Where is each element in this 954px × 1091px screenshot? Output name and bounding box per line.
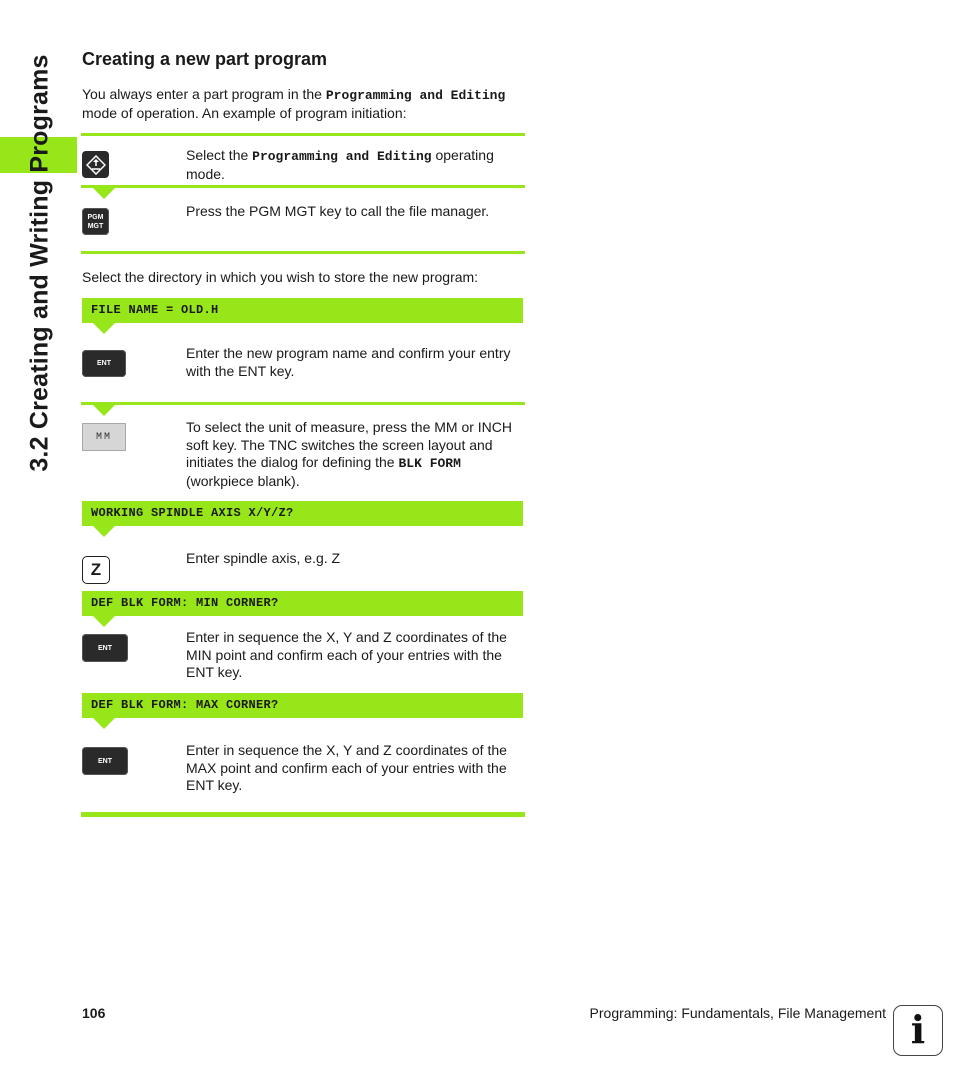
programming-mode-key[interactable] bbox=[82, 151, 109, 178]
divider bbox=[81, 133, 525, 136]
step-arrow bbox=[93, 188, 115, 199]
page-number: 106 bbox=[82, 1005, 106, 1021]
intro-paragraph: You always enter a part program in the Programming and Editing mode of operation. An example of program initiation: bbox=[82, 86, 506, 121]
dialog-spindle-axis: WORKING SPINDLE AXIS X/Y/Z? bbox=[82, 501, 523, 526]
info-icon: i bbox=[893, 1005, 943, 1056]
page-title: Creating a new part program bbox=[82, 49, 328, 69]
step-spindle-axis: Enter spindle axis, e.g. Z bbox=[186, 550, 341, 566]
section-title: 3.2 Creating and Writing Programs bbox=[25, 54, 54, 472]
z-axis-key[interactable]: Z bbox=[82, 556, 110, 584]
step-enter-name: Enter the new program name and confirm your entry with the ENT key. bbox=[186, 345, 511, 379]
ent-key[interactable]: ENT bbox=[82, 634, 128, 662]
edit-mode-icon bbox=[86, 155, 106, 175]
divider bbox=[81, 251, 525, 254]
ent-key[interactable]: ENT bbox=[82, 747, 128, 775]
step-min-corner: Enter in sequence the X, Y and Z coordinates of the MIN point and confirm each of your entries with the ENT key. bbox=[186, 629, 507, 680]
divider bbox=[81, 185, 525, 188]
step-max-corner: Enter in sequence the X, Y and Z coordinates of the MAX point and confirm each of your entries with the ENT key. bbox=[186, 742, 507, 793]
dialog-file-name: FILE NAME = OLD.H bbox=[82, 298, 523, 323]
dialog-min-corner: DEF BLK FORM: MIN CORNER? bbox=[82, 591, 523, 616]
step-select-mode: Select the Programming and Editing operating mode. bbox=[186, 147, 494, 182]
mm-softkey[interactable]: MM bbox=[82, 423, 126, 451]
step-file-manager: Press the PGM MGT key to call the file manager. bbox=[186, 203, 490, 219]
step-arrow bbox=[93, 526, 115, 537]
pgm-mgt-key[interactable]: PGM MGT bbox=[82, 208, 109, 235]
step-arrow bbox=[93, 405, 115, 416]
step-arrow bbox=[93, 323, 115, 334]
ent-key[interactable]: ENT bbox=[82, 350, 126, 377]
dialog-max-corner: DEF BLK FORM: MAX CORNER? bbox=[82, 693, 523, 718]
step-unit-measure: To select the unit of measure, press the MM or INCH soft key. The TNC switches the screen layout and initiates the dialog for defining the BLK FORM (workpiece blank). bbox=[186, 419, 513, 489]
divider bbox=[81, 402, 525, 405]
divider bbox=[81, 812, 525, 817]
directory-instruction: Select the directory in which you wish to store the new program: bbox=[82, 269, 479, 285]
step-arrow bbox=[93, 616, 115, 627]
step-arrow bbox=[93, 718, 115, 729]
chapter-title: Programming: Fundamentals, File Management bbox=[589, 1005, 886, 1021]
